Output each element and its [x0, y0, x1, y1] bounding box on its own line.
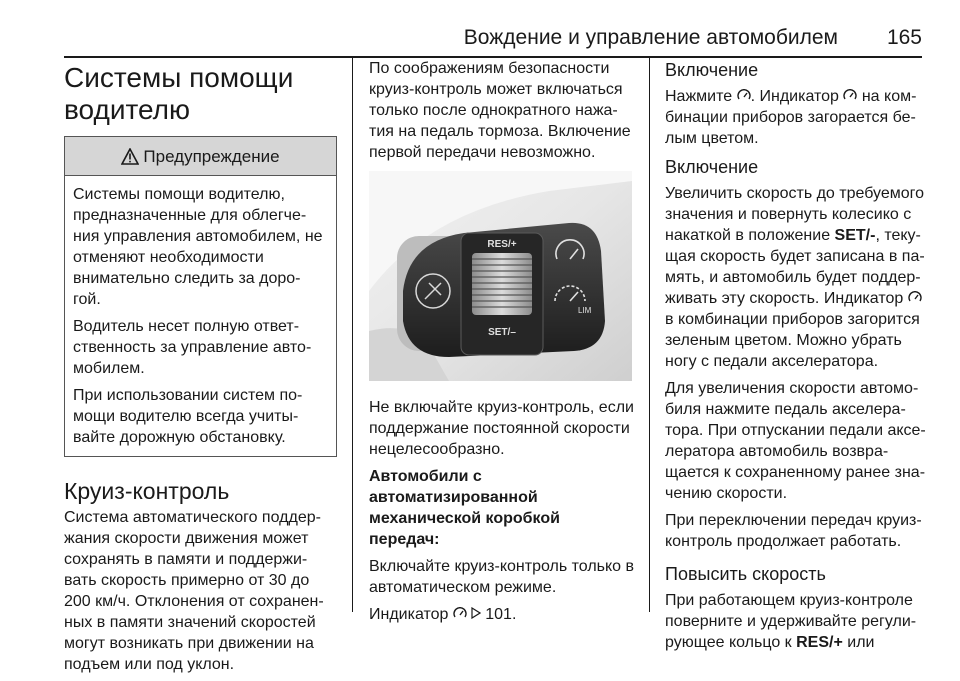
amt-heading: Автомобили с автоматизированной механической коробкой передач: — [369, 468, 560, 548]
cruise-control-icon — [737, 88, 751, 105]
cruise-description: Система автоматического поддер-жания скорости движения может сохранять в памяти и поддержи-вать скорость примерно от 30 до 200 км/ч. Отклонения от сохранен-ных в памяти значений скоростей могут возникать при движении на подъем или под уклон. — [64, 509, 324, 673]
column-3 — [665, 58, 927, 659]
warning-paragraph: При использовании систем по-мощи водителю всегда учиты-вайте дорожную обстановку. — [73, 387, 303, 446]
set-speed-paragraph: Увеличить скорость до требуемого значения и повернуть колесико с накаткой в положение SET/-, теку-щая скорость будет записана в па-мять, и автомобиль будет поддер-живать эту скорость. Индикатор в комбинации приборов загорится зеленым цветом. Можно убрать ногу с педали акселератора. — [665, 185, 925, 370]
warning-paragraph: Системы помощи водителю, предназначенные для облегче-ния управления автомобилем, не отменяют необходимости внимательно следить за доро-гой. — [73, 186, 323, 308]
column-2 — [369, 58, 634, 631]
res-label: RES/+ — [796, 634, 843, 651]
indicator-reference: Индикатор 101. — [369, 606, 517, 623]
accelerate-paragraph: Для увеличения скорости автомо-биля нажмите педаль акселера-тора. При отпускании педали аксе-лератора автомобиль возвра-щается к сохраненному ранее зна-чению скорости. — [665, 380, 926, 502]
section-title: Системы помощи водителю — [64, 62, 294, 125]
warning-box — [64, 136, 337, 457]
page-reference-arrow-icon — [471, 606, 485, 623]
safety-paragraph: По соображениям безопасности круиз-контроль может включаться только после однократного нажа-тия на педаль тормоза. Включение первой передачи невозможно. — [369, 60, 631, 161]
subheading-enable: Включение — [665, 60, 759, 80]
cruise-control-icon — [453, 606, 471, 622]
page-header — [64, 22, 922, 58]
warning-paragraph: Водитель несет полную ответ-ственность за управление авто-мобилем. — [73, 318, 312, 377]
increase-speed-paragraph: При работающем круиз-контроле поверните и удерживайте регули-рующее кольцо к RES/+ или — [665, 592, 917, 651]
warning-heading — [65, 137, 336, 176]
column-divider — [649, 58, 650, 612]
column-1 — [64, 58, 337, 681]
gear-change-paragraph: При переключении передач круиз-контроль продолжает работать. — [665, 512, 922, 550]
set-minus-label: SET/– — [488, 327, 516, 338]
steering-wheel-controls-photo — [369, 171, 632, 381]
amt-paragraph: Включайте круиз-контроль только в автоматическом режиме. — [369, 558, 635, 596]
enable-paragraph: Нажмите . Индикатор на ком-бинации приборов загорается бе-лым цветом. — [665, 88, 917, 147]
cruise-control-title: Круиз-контроль — [64, 478, 230, 504]
set-label: SET/- — [834, 227, 876, 244]
lim-label: LIM — [578, 306, 592, 315]
column-divider — [352, 58, 353, 612]
header-title: Вождение и управление автомобилем — [463, 26, 838, 49]
res-plus-label: RES/+ — [487, 239, 517, 250]
cruise-control-icon — [908, 290, 922, 307]
subheading-increase-speed: Повысить скорость — [665, 564, 826, 584]
cruise-control-icon — [843, 88, 857, 105]
warning-triangle-icon — [121, 148, 139, 165]
page-number: 165 — [886, 26, 922, 49]
subheading-enable-2: Включение — [665, 157, 759, 177]
usage-note: Не включайте круиз-контроль, если поддержание постоянной скорости нецелесообразно. — [369, 399, 634, 458]
warning-heading-text: Предупреждение — [143, 146, 280, 166]
